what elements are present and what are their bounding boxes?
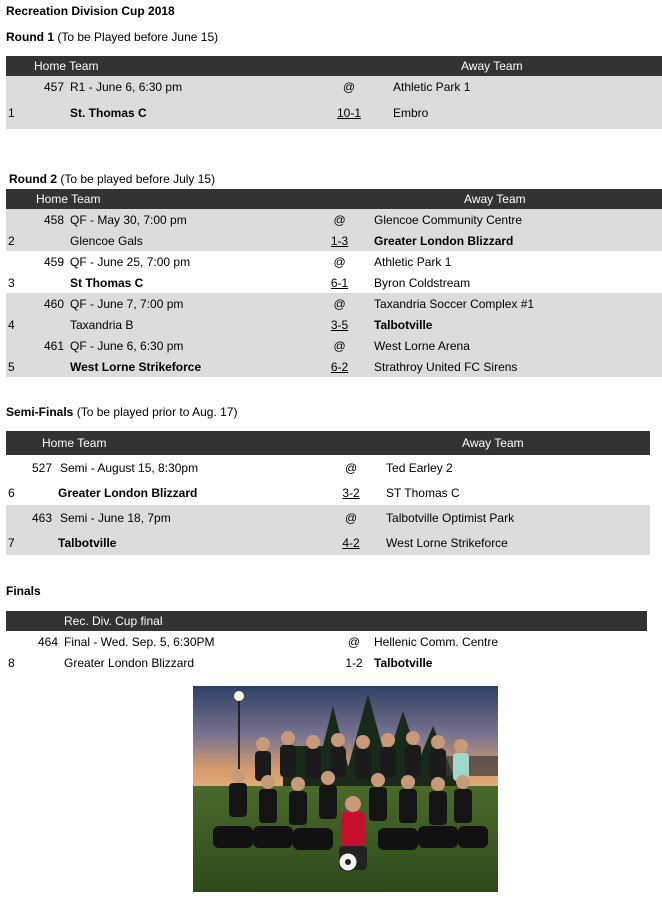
at-symbol: @ bbox=[305, 251, 374, 272]
venue: Hellenic Comm. Centre bbox=[374, 631, 647, 652]
at-symbol: @ bbox=[305, 76, 393, 97]
semis-title: Semi-Finals bbox=[6, 405, 74, 419]
table-header bbox=[6, 56, 662, 76]
score-link[interactable]: 1-3 bbox=[305, 230, 374, 251]
home-team: West Lorne Strikeforce bbox=[70, 356, 305, 377]
home-team: St. Thomas C bbox=[70, 97, 305, 129]
finals-heading bbox=[6, 584, 41, 598]
home-team-header: Home Team bbox=[6, 189, 305, 209]
game-index: 1 bbox=[6, 97, 28, 129]
table-row bbox=[6, 314, 662, 335]
game-index: 3 bbox=[6, 272, 28, 293]
game-number: 457 bbox=[28, 76, 70, 97]
score-link[interactable]: 10-1 bbox=[305, 97, 393, 129]
game-index: 6 bbox=[6, 480, 28, 505]
team-photo bbox=[193, 686, 498, 892]
game-index: 8 bbox=[6, 652, 28, 673]
venue: Taxandria Soccer Complex #1 bbox=[374, 293, 662, 314]
home-team: Greater London Blizzard bbox=[58, 480, 316, 505]
game-number: 463 bbox=[28, 505, 58, 530]
game-detail: QF - June 25, 7:00 pm bbox=[70, 251, 305, 272]
round1-title: Round 1 bbox=[6, 30, 54, 44]
away-team: Talbotville bbox=[374, 652, 647, 673]
home-team: Taxandria B bbox=[70, 314, 305, 335]
score-link[interactable]: 6-1 bbox=[305, 272, 374, 293]
table-row bbox=[6, 251, 662, 272]
game-number: 527 bbox=[28, 455, 58, 480]
home-team: Greater London Blizzard bbox=[64, 652, 334, 673]
away-team-header: Away Team bbox=[393, 56, 662, 76]
table-header bbox=[6, 431, 650, 455]
game-detail: Final - Wed. Sep. 5, 6:30PM bbox=[64, 631, 334, 652]
away-team-header: Away Team bbox=[374, 189, 662, 209]
score-link[interactable]: 4-2 bbox=[316, 530, 386, 555]
round1-heading bbox=[6, 30, 218, 44]
table-row bbox=[6, 272, 662, 293]
game-number: 460 bbox=[28, 293, 70, 314]
away-team: Greater London Blizzard bbox=[374, 230, 662, 251]
game-number: 459 bbox=[28, 251, 70, 272]
home-team: Talbotville bbox=[58, 530, 316, 555]
at-symbol: @ bbox=[334, 631, 374, 652]
home-team-header: Home Team bbox=[6, 56, 305, 76]
venue: Ted Earley 2 bbox=[386, 455, 650, 480]
game-detail: Semi - August 15, 8:30pm bbox=[58, 455, 316, 480]
table-row bbox=[6, 652, 647, 673]
venue: Athletic Park 1 bbox=[374, 251, 662, 272]
game-detail: QF - June 6, 6:30 pm bbox=[70, 335, 305, 356]
table-row bbox=[6, 209, 662, 230]
table-row bbox=[6, 97, 662, 129]
game-index: 5 bbox=[6, 356, 28, 377]
table-row bbox=[6, 480, 650, 505]
game-detail: R1 - June 6, 6:30 pm bbox=[70, 76, 305, 97]
away-team: Embro bbox=[393, 97, 662, 129]
home-team: Glencoe Gals bbox=[70, 230, 305, 251]
home-team: St Thomas C bbox=[70, 272, 305, 293]
game-number: 464 bbox=[28, 631, 64, 652]
table-row bbox=[6, 356, 662, 377]
away-team: Talbotville bbox=[374, 314, 662, 335]
page-title: Recreation Division Cup 2018 bbox=[6, 4, 175, 18]
table-row bbox=[6, 335, 662, 356]
venue: Glencoe Community Centre bbox=[374, 209, 662, 230]
away-team: Byron Coldstream bbox=[374, 272, 662, 293]
at-symbol: @ bbox=[305, 335, 374, 356]
game-index: 7 bbox=[6, 530, 28, 555]
semis-heading bbox=[6, 405, 237, 419]
round2-note: (To be played before July 15) bbox=[60, 172, 216, 186]
semis-note: (To be played prior to Aug. 17) bbox=[76, 405, 238, 419]
final-header-label: Rec. Div. Cup final bbox=[6, 611, 334, 631]
away-team-header: Away Team bbox=[386, 431, 650, 455]
game-detail: QF - May 30, 7:00 pm bbox=[70, 209, 305, 230]
game-index: 4 bbox=[6, 314, 28, 335]
venue: West Lorne Arena bbox=[374, 335, 662, 356]
score: 1-2 bbox=[334, 652, 374, 673]
score-link[interactable]: 6-2 bbox=[305, 356, 374, 377]
game-index: 2 bbox=[6, 230, 28, 251]
table-header bbox=[6, 611, 647, 631]
table-row bbox=[6, 631, 647, 652]
away-team: West Lorne Strikeforce bbox=[386, 530, 650, 555]
round2-title: Round 2 bbox=[9, 172, 57, 186]
at-symbol: @ bbox=[305, 293, 374, 314]
table-row bbox=[6, 293, 662, 314]
table-row bbox=[6, 505, 650, 530]
table-row bbox=[6, 530, 650, 555]
home-team-header: Home Team bbox=[6, 431, 316, 455]
at-symbol: @ bbox=[316, 505, 386, 530]
away-team: Strathroy United FC Sirens bbox=[374, 356, 662, 377]
table-header bbox=[6, 189, 662, 209]
game-number: 458 bbox=[28, 209, 70, 230]
table-row bbox=[6, 76, 662, 97]
table-row bbox=[6, 455, 650, 480]
finals-table bbox=[6, 611, 647, 673]
game-number: 461 bbox=[28, 335, 70, 356]
round1-table bbox=[6, 56, 662, 129]
score-link[interactable]: 3-5 bbox=[305, 314, 374, 335]
round2-table bbox=[6, 189, 662, 377]
venue: Athletic Park 1 bbox=[393, 76, 662, 97]
game-detail: QF - June 7, 7:00 pm bbox=[70, 293, 305, 314]
round2-heading bbox=[9, 172, 215, 186]
at-symbol: @ bbox=[305, 209, 374, 230]
score-link[interactable]: 3-2 bbox=[316, 480, 386, 505]
finals-title: Finals bbox=[6, 584, 41, 598]
semis-table bbox=[6, 431, 650, 555]
at-symbol: @ bbox=[316, 455, 386, 480]
round1-note: (To be Played before June 15) bbox=[57, 30, 219, 44]
venue: Talbotville Optimist Park bbox=[386, 505, 650, 530]
table-row bbox=[6, 230, 662, 251]
game-detail: Semi - June 18, 7pm bbox=[58, 505, 316, 530]
away-team: ST Thomas C bbox=[386, 480, 650, 505]
